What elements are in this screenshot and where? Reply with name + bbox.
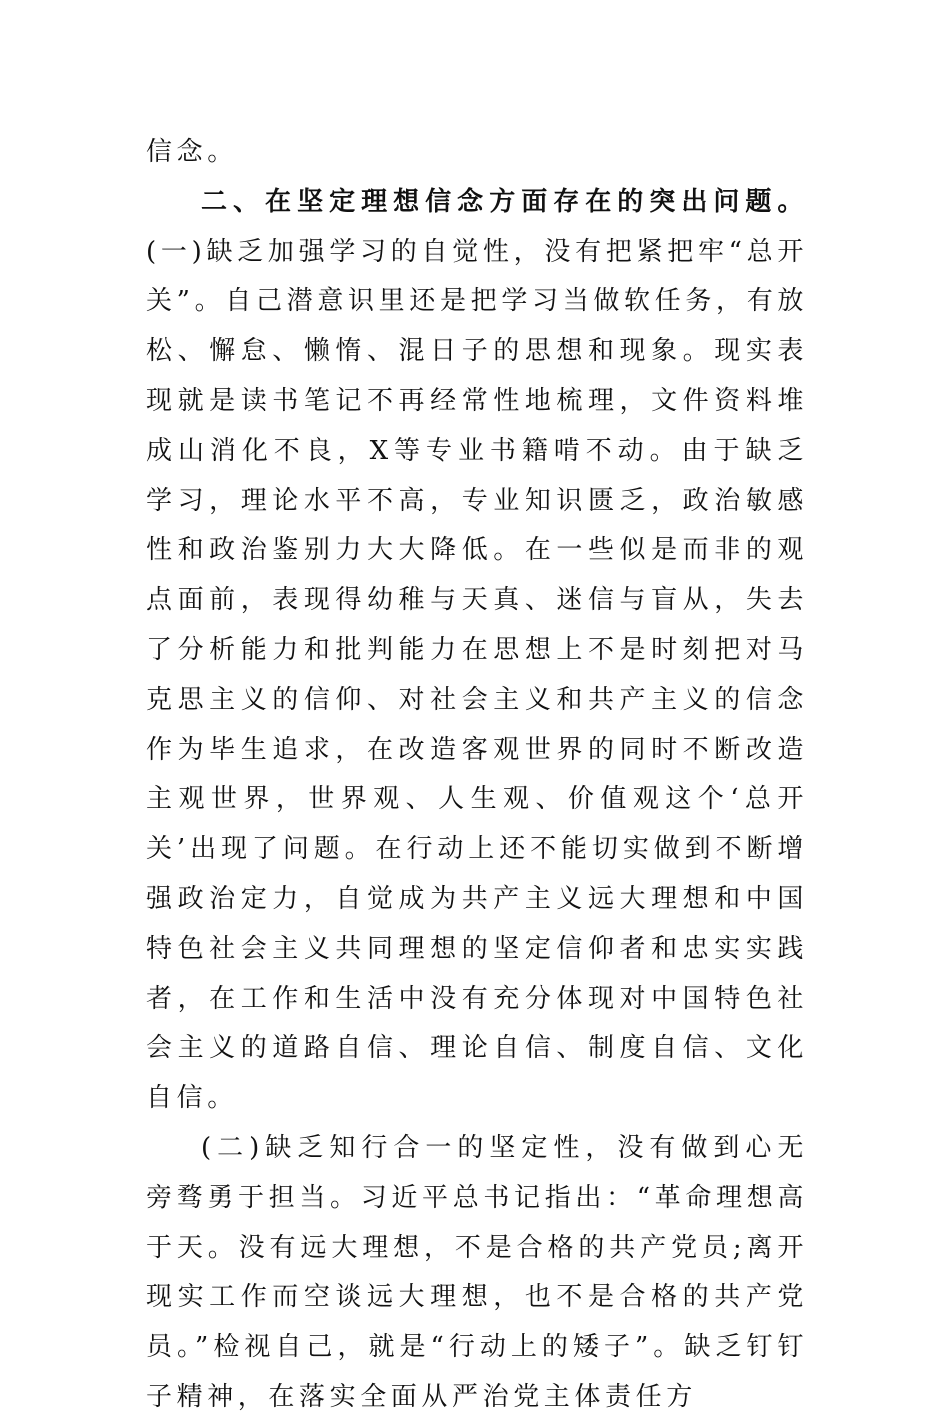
document-body (146, 128, 808, 1423)
paragraph-one-text: (一)缺乏加强学习的自觉性，没有把紧把牢“总开关”。自己潜意识里还是把学习当做软任务，有放松、懈怠、懒惰、混日子的思想和现象。现实表现就是读书笔记不再经常性地梳理，文件资料堆成山消化不良，X等专业书籍啃不动。由于缺乏学习，理论水平不高，专业知识匮乏，政治敏感性和政治鉴别力大大降低。在一些似是而非的观点面前，表现得幼稚与天真、迷信与盲从，失去了分析能力和批判能力在思想上不是时刻把对马克思主义的信仰、对社会主义和共产主义的信念作为毕生追求，在改造客观世界的同时不断改造主观世界，世界观、人生观、价值观这个‘总开关’出现了问题。在行动上还不能切实做到不断增强政治定力，自觉成为共产主义远大理想和中国特色社会主义共同理想的坚定信仰者和忠实实践者，在工作和生活中没有充分体现对中国特色社会主义的道路自信、理论自信、制度自信、文化自信。 (146, 236, 808, 1114)
section-heading: 二、在坚定理想信念方面存在的突出问题。 (201, 186, 808, 217)
paragraph-two (146, 1124, 808, 1423)
section-two-paragraph (146, 178, 808, 1124)
paragraph-two-text: (二)缺乏知行合一的坚定性，没有做到心无旁骛勇于担当。习近平总书记指出：“革命理想高于天。没有远大理想，不是合格的共产党员;离开现实工作而空谈远大理想，也不是合格的共产党员。”检视自己，就是“行动上的矮子”。缺乏钉钉子精神，在落实全面从严治党主体责任方 (146, 1132, 808, 1412)
continuation-paragraph (146, 128, 808, 178)
continuation-text: 信念。 (146, 137, 238, 167)
